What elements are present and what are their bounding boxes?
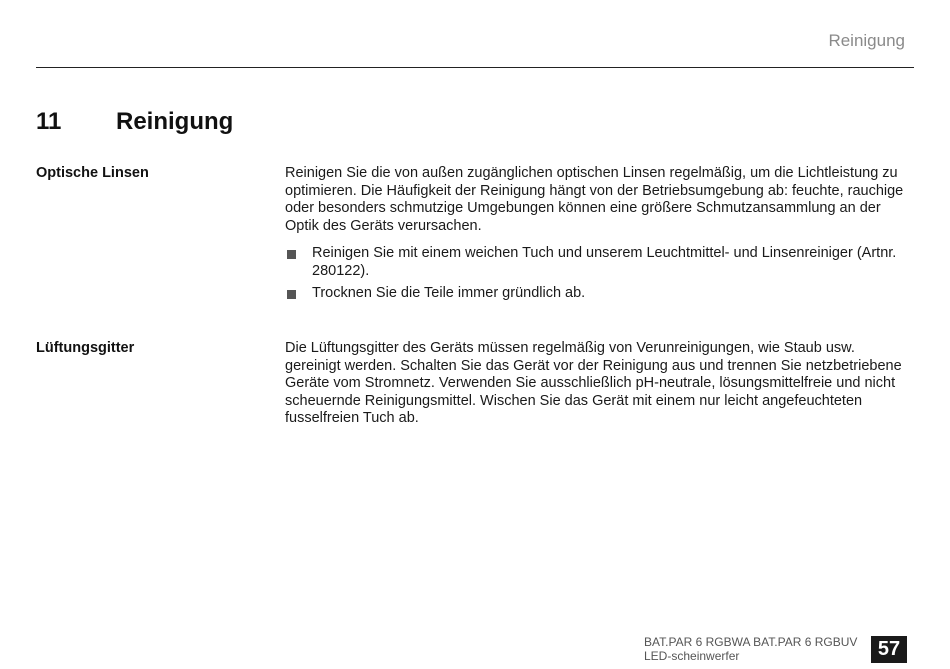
footer-model-line: BAT.PAR 6 RGBWA BAT.PAR 6 RGBUV [644, 635, 858, 649]
section-body-optische-linsen [285, 165, 905, 302]
square-bullet-icon [287, 290, 296, 299]
square-bullet-icon [287, 250, 296, 259]
list-item [285, 285, 905, 303]
bullet-list [285, 245, 905, 302]
list-item [285, 245, 905, 280]
list-item-text: Reinigen Sie mit einem weichen Tuch und unserem Leuchtmittel- und Linsenreiniger (Artnr. 280122). [312, 245, 897, 279]
chapter-number: 11 [36, 108, 62, 135]
section-label-lueftungsgitter: Lüftungsgitter [36, 340, 135, 356]
list-item-text: Trocknen Sie die Teile immer gründlich ab. [312, 284, 586, 301]
section-body-lueftungsgitter [285, 340, 905, 428]
chapter-heading [36, 108, 233, 136]
section-paragraph: Die Lüftungsgitter des Geräts müssen regelmäßig von Verunreinigungen, wie Staub usw. gereinigt werden. Schalten Sie das Gerät vor der Reinigung aus und trennen Sie netzbetriebene Geräte vom Stromnetz. Verwenden Sie ausschließlich pH-neutrale, lösungsmittelfreie und nicht scheuernde Reinigungsmittel. Wischen Sie das Gerät mit einem nur leicht angefeuchteten fusselfreien Tuch ab. [285, 340, 902, 427]
header-rule [36, 67, 914, 68]
page-number-badge: 57 [871, 636, 907, 663]
footer-model-info [644, 635, 857, 663]
section-paragraph: Reinigen Sie die von außen zugänglichen optischen Linsen regelmäßig, um die Lichtleistung zu optimieren. Die Häufigkeit der Reinigung hängt von der Betriebsumgebung ab: feuchte, rauchige oder besonders schmutzige Umgebungen können eine größere Schmutzansammlung an der Optik des Geräts verursachen. [285, 165, 904, 234]
footer-product-type: LED-scheinwerfer [644, 649, 740, 663]
running-header-title: Reinigung [828, 31, 905, 50]
section-label-optische-linsen: Optische Linsen [36, 165, 149, 181]
chapter-title: Reinigung [116, 108, 234, 135]
